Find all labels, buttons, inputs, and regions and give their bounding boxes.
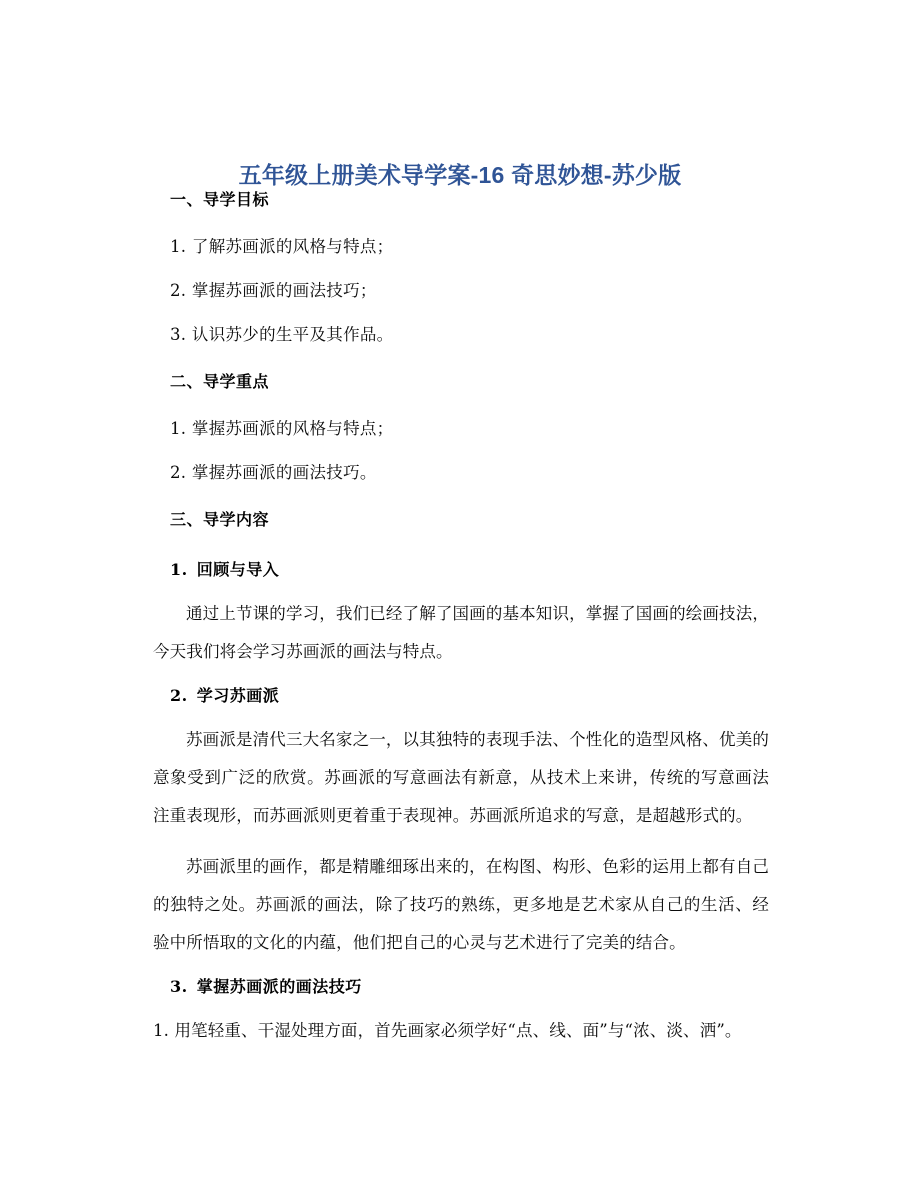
spacer <box>153 582 769 595</box>
section-heading-content: 三、导学内容 <box>170 510 270 529</box>
subsection-title: 回顾与导入 <box>196 560 280 579</box>
list-item: 2. 掌握苏画派的画法技巧。 <box>170 463 377 482</box>
spacer <box>153 304 769 322</box>
spacer <box>153 486 769 508</box>
subsection-heading-study <box>170 684 769 708</box>
spacer <box>153 835 769 848</box>
document-body <box>153 188 769 1050</box>
page-title: 五年级上册美术导学案-16 奇思妙想-苏少版 <box>238 162 682 189</box>
spacer <box>153 442 769 460</box>
subsection-title: 掌握苏画派的画法技巧 <box>196 977 362 996</box>
subsection-number: 1. <box>170 560 188 579</box>
subsection-heading-techniques <box>170 975 769 999</box>
subsection-heading-review <box>170 558 769 582</box>
list-item: 1. 掌握苏画派的风格与特点； <box>170 419 394 438</box>
spacer <box>153 260 769 278</box>
paragraph-technique-1: 1. 用笔轻重、干湿处理方面，首先画家必须学好“点、线、面”与“浓、淡、洒”。 <box>153 1021 742 1040</box>
subsection-number: 3. <box>170 977 188 996</box>
spacer <box>153 671 769 684</box>
list-item: 1. 了解苏画派的风格与特点； <box>170 237 394 256</box>
paragraph-review: 通过上节课的学习，我们已经了解了国画的基本知识，掌握了国画的绘画技法，今天我们将会学习苏画派的画法与特点。 <box>153 604 769 661</box>
list-item: 3. 认识苏少的生平及其作品。 <box>170 325 394 344</box>
spacer <box>153 999 769 1012</box>
subsection-number: 2. <box>170 686 188 705</box>
spacer <box>153 212 769 234</box>
section-heading-key-points: 二、导学重点 <box>170 372 270 391</box>
spacer <box>153 348 769 370</box>
spacer <box>153 394 769 416</box>
spacer <box>153 962 769 975</box>
paragraph-study-1: 苏画派是清代三大名家之一，以其独特的表现手法、个性化的造型风格、优美的意象受到广泛的欣赏。苏画派的写意画法有新意，从技术上来讲，传统的写意画法注重表现形，而苏画派则更着重于表现神。苏画派所追求的写意，是超越形式的。 <box>153 730 769 825</box>
subsection-title: 学习苏画派 <box>196 686 280 705</box>
section-heading-goals: 一、导学目标 <box>170 190 270 209</box>
spacer <box>153 708 769 721</box>
list-item: 2. 掌握苏画派的画法技巧； <box>170 281 377 300</box>
paragraph-study-2: 苏画派里的画作，都是精雕细琢出来的，在构图、构形、色彩的运用上都有自己的独特之处。苏画派的画法，除了技巧的熟练，更多地是艺术家从自己的生活、经验中所悟取的文化的内蕴，他们把自己的心灵与艺术进行了完美的结合。 <box>153 857 769 952</box>
spacer <box>153 532 769 558</box>
